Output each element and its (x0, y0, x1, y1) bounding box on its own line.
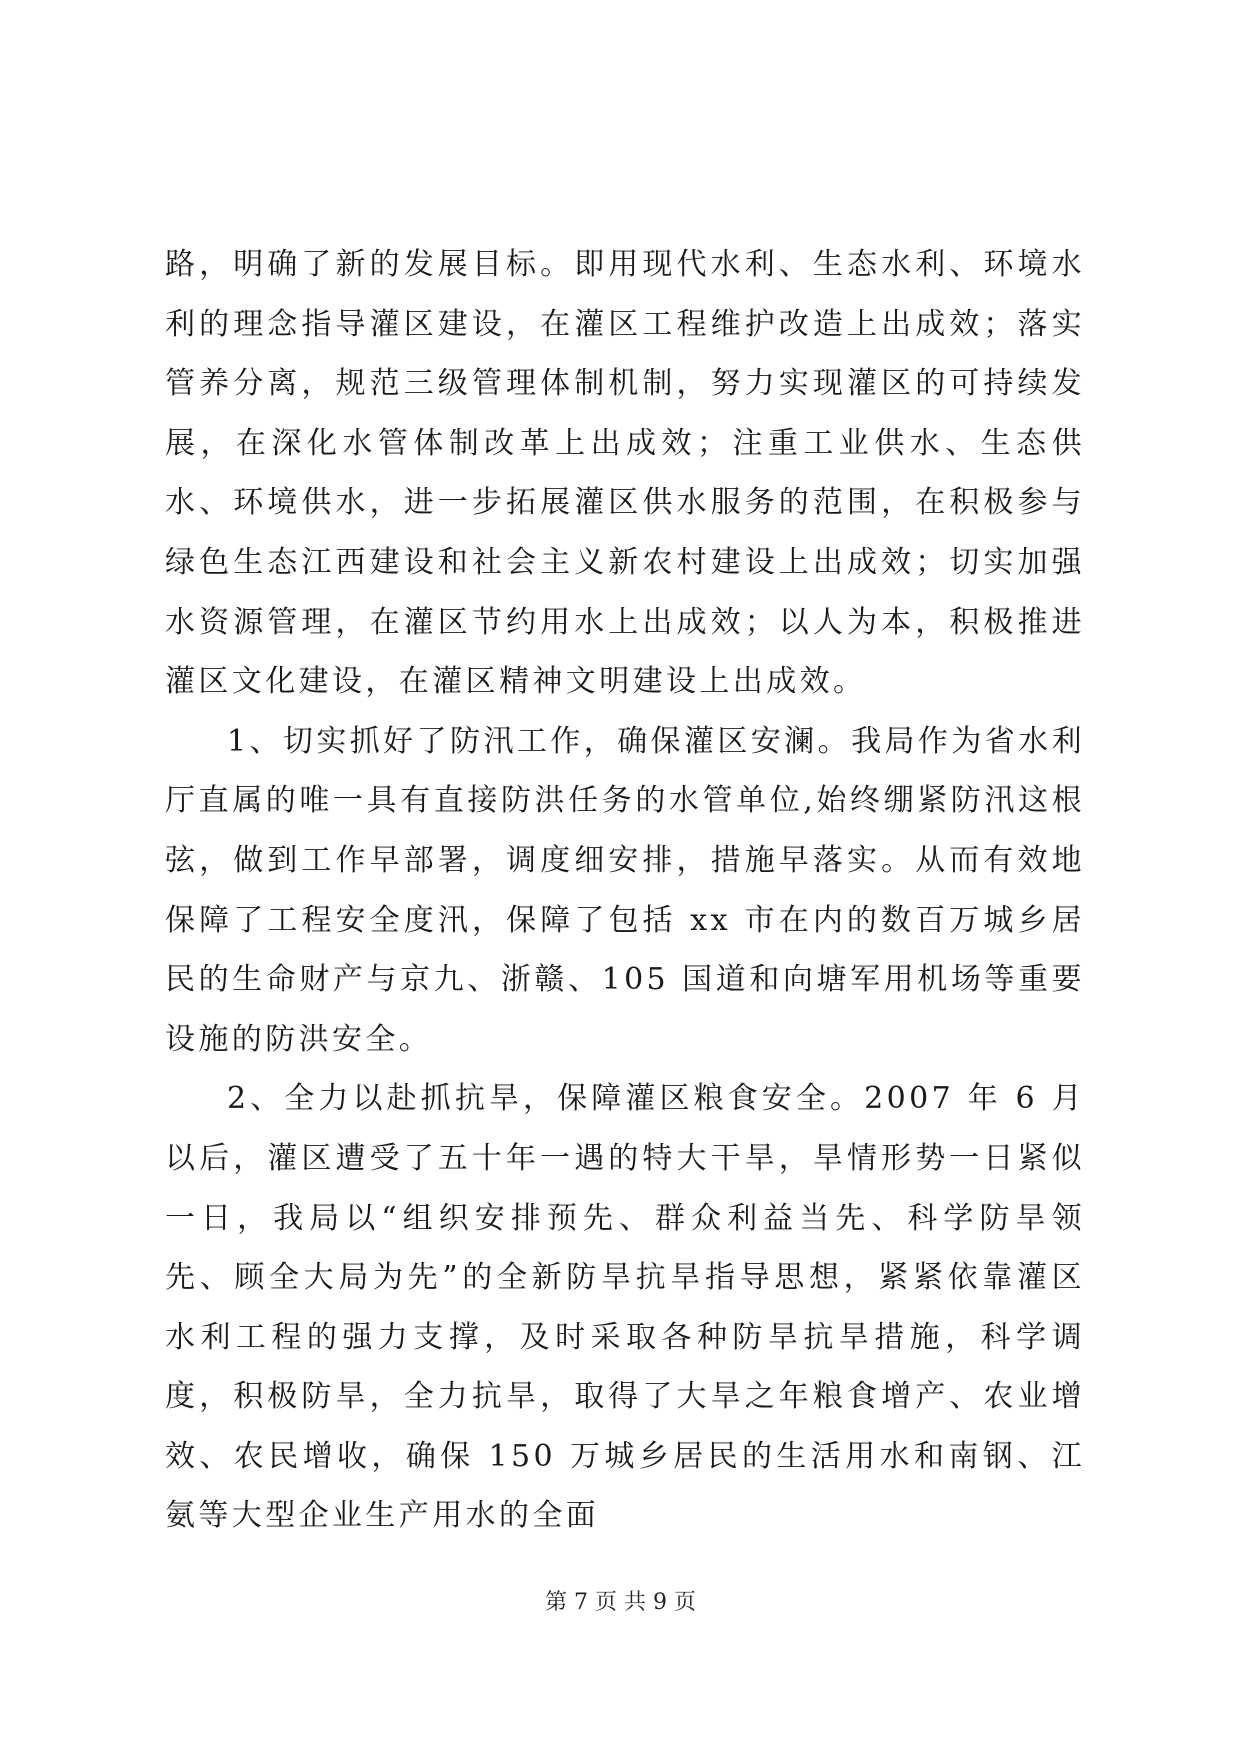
page-number-footer: 第 7 页 共 9 页 (545, 1590, 696, 1615)
paragraph-drought-relief: 2、全力以赴抓抗旱，保障灌区粮食安全。2007 年 6 月以后，灌区遭受了五十年一遇的特大干旱，旱情形势一日紧似一日，我局以“组织安排预先、群众利益当先、科学防旱领先、顾全大局为先”的全新防旱抗旱指导思想，紧紧依靠灌区水利工程的强力支撑，及时采取各种防旱抗旱措施，科学调度，积极防旱，全力抗旱，取得了大旱之年粮食增产、农业增效、农民增收，确保 150 万城乡居民的生活用水和南钢、江氨等大型企业生产用水的全面 (165, 1081, 1085, 1534)
paragraph-continuation: 路，明确了新的发展目标。即用现代水利、生态水利、环境水利的理念指导灌区建设，在灌区工程维护改造上出成效；落实管养分离，规范三级管理体制机制，努力实现灌区的可持续发展，在深化水管体制改革上出成效；注重工业供水、生态供水、环境供水，进一步拓展灌区供水服务的范围，在积极参与绿色生态江西建设和社会主义新农村建设上出成效；切实加强水资源管理，在灌区节约用水上出成效；以人为本，积极推进灌区文化建设，在灌区精神文明建设上出成效。 (165, 247, 1085, 700)
paragraph-flood-control: 1、切实抓好了防汛工作，确保灌区安澜。我局作为省水利厅直属的唯一具有直接防洪任务的水管单位,始终绷紧防汛这根弦，做到工作早部署，调度细安排，措施早落实。从而有效地保障了工程安全度汛，保障了包括 xx 市在内的数百万城乡居民的生命财产与京九、浙赣、105 国道和向塘军用机场等重要设施的防洪安全。 (165, 723, 1085, 1057)
document-body (165, 235, 1085, 1546)
